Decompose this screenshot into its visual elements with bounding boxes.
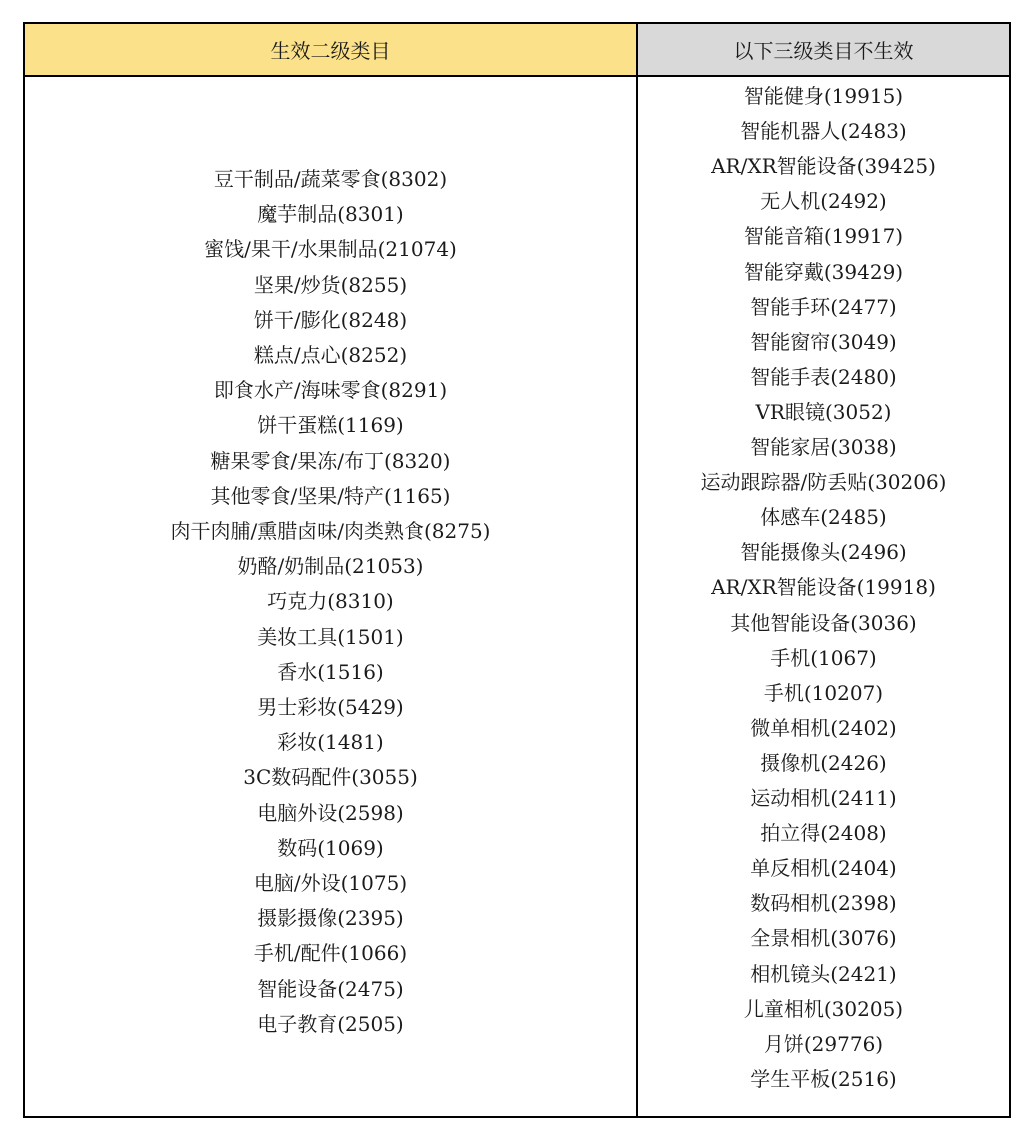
category-item: 智能穿戴(39429) xyxy=(743,259,904,284)
category-item: 儿童相机(30205) xyxy=(743,996,904,1021)
category-item: 摄像机(2426) xyxy=(760,750,887,775)
category-item: 智能家居(3038) xyxy=(750,435,897,459)
category-item: 美妆工具(1501) xyxy=(257,624,404,649)
category-table xyxy=(23,22,1011,1118)
category-item: 月饼(29776) xyxy=(763,1031,884,1056)
category-item: 糖果零食/果冻/布丁(8320) xyxy=(210,448,451,473)
excluded-categories-column xyxy=(638,77,1009,1116)
category-item: AR/XR智能设备(39425) xyxy=(711,154,936,179)
effective-categories-column xyxy=(25,77,638,1116)
category-item: 智能健身(19915) xyxy=(743,84,904,108)
category-item: 智能摄像头(2496) xyxy=(740,540,907,565)
category-item: 体感车(2485) xyxy=(760,505,887,530)
category-item: AR/XR智能设备(19918) xyxy=(711,575,936,600)
category-item: 运动跟踪器/防丢贴(30206) xyxy=(700,470,947,495)
category-item: 相机镜头(2421) xyxy=(750,961,897,986)
category-item: 摄影摄像(2395) xyxy=(257,906,404,931)
category-item: 3C数码配件(3055) xyxy=(243,765,418,790)
category-item: 运动相机(2411) xyxy=(750,786,897,810)
category-item: 数码相机(2398) xyxy=(750,891,897,916)
category-item: 香水(1516) xyxy=(277,659,384,684)
category-item: 智能窗帘(3049) xyxy=(750,329,897,354)
category-item: 电脑/外设(1075) xyxy=(253,871,408,895)
category-item: 电子教育(2505) xyxy=(257,1011,404,1036)
category-item: 即食水产/海味零食(8291) xyxy=(213,378,448,403)
category-item: 其他智能设备(3036) xyxy=(730,610,917,635)
category-item: 电脑外设(2598) xyxy=(257,800,404,825)
category-item: 拍立得(2408) xyxy=(760,821,887,846)
category-item: 肉干肉脯/熏腊卤味/肉类熟食(8275) xyxy=(170,519,491,543)
category-item: 男士彩妆(5429) xyxy=(257,695,404,719)
category-item: 巧克力(8310) xyxy=(267,589,394,614)
category-item: 坚果/炒货(8255) xyxy=(253,272,408,297)
category-item: 手机(10207) xyxy=(763,680,884,705)
category-item: 奶酪/奶制品(21053) xyxy=(237,554,424,579)
header-excluded-categories: 以下三级类目不生效 xyxy=(638,24,1009,77)
category-item: 糕点/点心(8252) xyxy=(253,343,408,367)
category-item: VR眼镜(3052) xyxy=(755,399,892,424)
category-item: 学生平板(2516) xyxy=(750,1066,897,1091)
category-item: 全景相机(3076) xyxy=(750,926,897,951)
category-item: 豆干制品/蔬菜零食(8302) xyxy=(213,167,448,191)
category-item: 智能手环(2477) xyxy=(750,294,897,319)
category-item: 智能机器人(2483) xyxy=(740,119,907,144)
category-item: 其他零食/坚果/特产(1165) xyxy=(210,483,451,508)
category-item: 饼干蛋糕(1169) xyxy=(257,413,404,438)
category-item: 智能设备(2475) xyxy=(257,976,404,1001)
category-item: 手机/配件(1066) xyxy=(253,941,408,966)
category-item: 饼干/膨化(8248) xyxy=(253,307,408,332)
category-item: 蜜饯/果干/水果制品(21074) xyxy=(204,237,457,262)
category-item: 单反相机(2404) xyxy=(750,856,897,881)
category-item: 彩妆(1481) xyxy=(277,730,384,755)
category-item: 微单相机(2402) xyxy=(750,715,897,740)
header-effective-categories: 生效二级类目 xyxy=(25,24,638,77)
category-item: 智能手表(2480) xyxy=(750,364,897,389)
category-item: 数码(1069) xyxy=(277,835,384,860)
category-item: 魔芋制品(8301) xyxy=(257,202,404,227)
category-item: 无人机(2492) xyxy=(760,189,887,214)
category-item: 智能音箱(19917) xyxy=(743,224,904,249)
category-item: 手机(1067) xyxy=(770,645,877,670)
